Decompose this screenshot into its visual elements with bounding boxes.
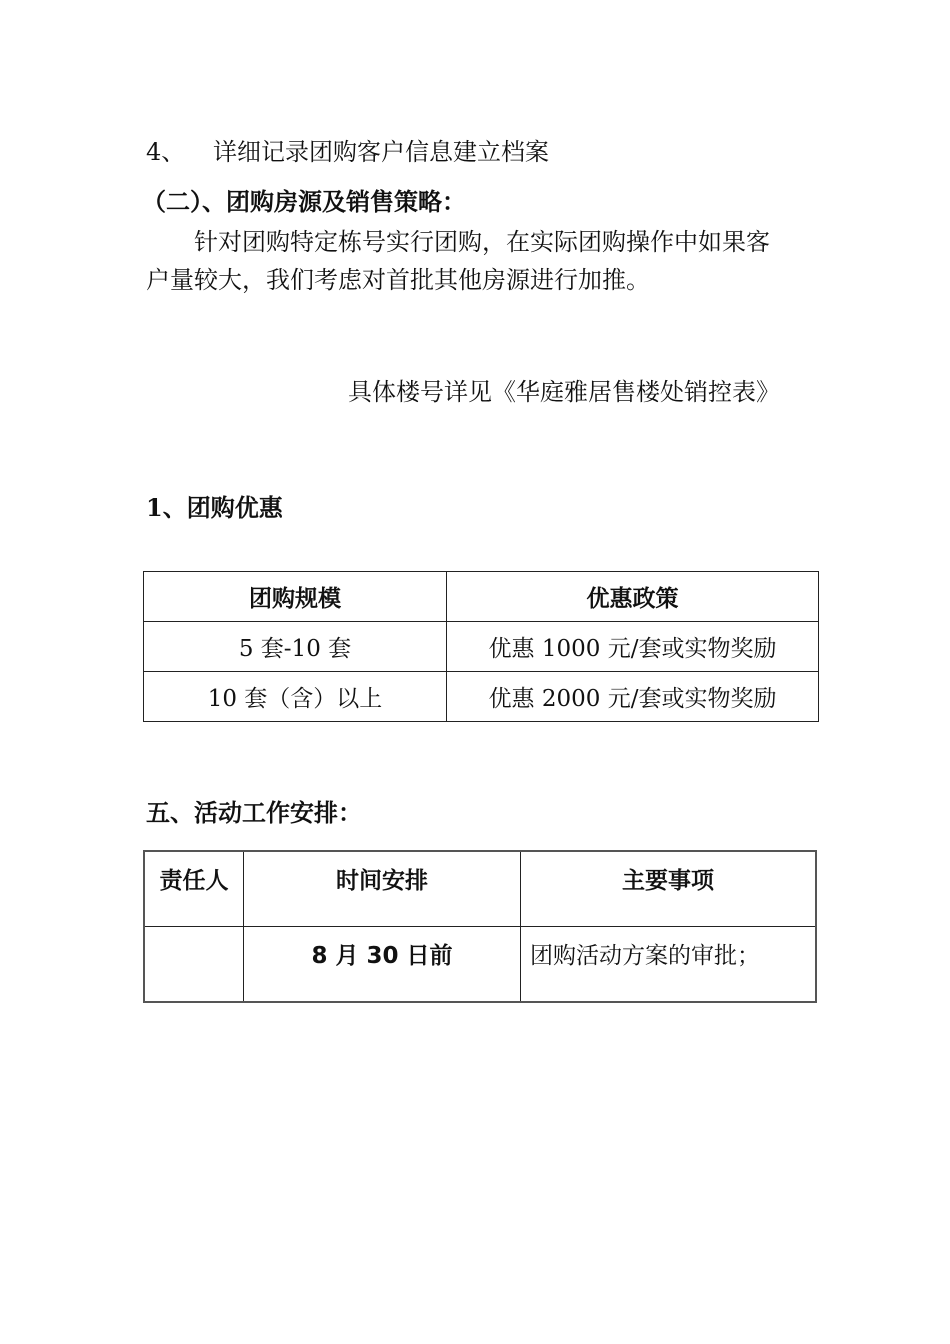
table-row: [144, 927, 816, 1003]
table-row: [144, 672, 819, 722]
table-cell-policy: 优惠 2000 元/套或实物奖励: [447, 672, 819, 722]
discount-heading: 1、团购优惠: [146, 493, 283, 522]
item-4-number: 4、: [146, 138, 186, 166]
discount-table: [143, 571, 819, 722]
column-header-tasks: 主要事项: [521, 851, 817, 927]
table-cell-scale: 10 套（含）以上: [144, 672, 447, 722]
table-cell-tasks: 团购活动方案的审批；: [521, 927, 817, 1003]
table-cell-responsible: [144, 927, 244, 1003]
reference-note: 具体楼号详见《华庭雅居售楼处销控表》: [348, 378, 780, 406]
column-header-time: 时间安排: [244, 851, 521, 927]
table-cell-policy: 优惠 1000 元/套或实物奖励: [447, 622, 819, 672]
column-header-scale: 团购规模: [144, 572, 447, 622]
table-header-row: [144, 572, 819, 622]
column-header-responsible: 责任人: [144, 851, 244, 927]
item-4-text: 详细记录团购客户信息建立档案: [213, 138, 549, 166]
table-header-row: [144, 851, 816, 927]
table-row: [144, 622, 819, 672]
table-cell-scale: 5 套-10 套: [144, 622, 447, 672]
column-header-policy: 优惠政策: [447, 572, 819, 622]
section-2-paragraph-line-1: 针对团购特定栋号实行团购，在实际团购操作中如果客: [194, 228, 770, 256]
schedule-heading: 五、活动工作安排：: [146, 798, 362, 827]
table-cell-time: 8 月 30 日前: [244, 927, 521, 1003]
section-2-heading: （二）、团购房源及销售策略：: [142, 187, 466, 216]
section-2-paragraph-line-2: 户量较大，我们考虑对首批其他房源进行加推。: [146, 266, 650, 294]
schedule-table: [143, 850, 817, 1003]
